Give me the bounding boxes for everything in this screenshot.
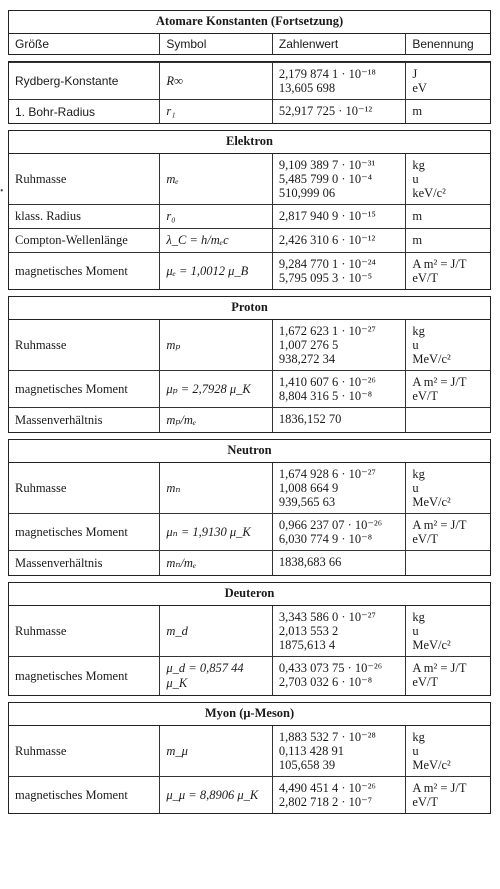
quantity-symbol: mₙ/mₑ [160, 551, 273, 575]
value-cell [273, 606, 406, 656]
unit-line: kg [412, 324, 425, 338]
header-block [8, 10, 491, 55]
section-0 [8, 61, 491, 124]
section-4 [8, 582, 491, 696]
unit-cell [406, 408, 490, 432]
table-row [9, 407, 490, 432]
quantity-name: magnetisches Moment [9, 777, 160, 813]
value-line: 5,795 095 3 · 10⁻⁵ [278, 271, 373, 285]
quantity-name: Ruhmasse [9, 606, 160, 656]
table-title: Atomare Konstanten (Fortsetzung) [9, 11, 490, 34]
unit-line: J [412, 67, 418, 81]
value-line: 2,179 874 1 · 10⁻¹⁸ [278, 67, 376, 81]
unit-cell [406, 463, 490, 513]
unit-line: A m² = J/T [412, 257, 467, 271]
unit-cell [406, 229, 490, 252]
quantity-symbol: μ_μ = 8,8906 μ_K [160, 777, 273, 813]
unit-line: eV/T [412, 795, 439, 809]
value-cell [273, 63, 406, 99]
value-line: 2,802 718 2 · 10⁻⁷ [278, 795, 373, 809]
quantity-symbol: λ_C = h/mₑc [160, 229, 273, 252]
unit-line: u [412, 338, 419, 352]
value-line: 8,804 316 5 · 10⁻⁸ [278, 389, 373, 403]
unit-cell [406, 514, 490, 550]
value-line: 1,007 276 5 [278, 338, 339, 352]
quantity-name: Ruhmasse [9, 320, 160, 370]
unit-line: MeV/c² [412, 495, 451, 509]
table-row [9, 776, 490, 813]
value-line: 0,966 237 07 · 10⁻²⁶ [278, 518, 383, 532]
quantity-symbol: m_d [160, 606, 273, 656]
quantity-name: magnetisches Moment [9, 253, 160, 289]
unit-cell [406, 154, 490, 204]
section-title: Elektron [9, 131, 490, 154]
unit-cell [406, 551, 490, 575]
unit-line: keV/c² [412, 186, 446, 200]
quantity-name: magnetisches Moment [9, 514, 160, 550]
value-cell [273, 253, 406, 289]
value-cell [273, 514, 406, 550]
value-line: 1838,683 66 [278, 555, 342, 569]
unit-line: m [412, 104, 423, 118]
value-line: 6,030 774 9 · 10⁻⁸ [278, 532, 373, 546]
quantity-name: Ruhmasse [9, 154, 160, 204]
quantity-symbol: μₑ = 1,0012 μ_B [160, 253, 273, 289]
unit-line: u [412, 744, 419, 758]
table-row [9, 463, 490, 513]
column-header-benennung: Benennung [412, 37, 474, 51]
table-row [9, 99, 490, 123]
unit-line: eV/T [412, 389, 439, 403]
quantity-name: magnetisches Moment [9, 657, 160, 695]
table-row [9, 606, 490, 656]
table-row [9, 726, 490, 776]
quantity-name: Ruhmasse [9, 463, 160, 513]
quantity-symbol: μ_d = 0,857 44 μ_K [160, 657, 273, 695]
quantity-symbol: m_μ [160, 726, 273, 776]
value-cell [273, 408, 406, 432]
unit-line: kg [412, 467, 425, 481]
section-title: Proton [9, 297, 490, 320]
unit-cell [406, 657, 490, 695]
value-cell [273, 726, 406, 776]
unit-line: MeV/c² [412, 638, 451, 652]
value-line: 938,272 34 [278, 352, 336, 366]
column-header-row [9, 34, 490, 54]
value-line: 2,013 553 2 [278, 624, 339, 638]
unit-cell [406, 777, 490, 813]
unit-line: m [412, 233, 423, 247]
value-line: 939,565 63 [278, 495, 336, 509]
unit-line: A m² = J/T [412, 781, 467, 795]
quantity-name: magnetisches Moment [9, 371, 160, 407]
unit-line: u [412, 624, 419, 638]
quantity-symbol: mₚ/mₑ [160, 408, 273, 432]
constants-table [8, 10, 491, 820]
value-cell [273, 657, 406, 695]
table-row [9, 656, 490, 695]
value-line: 4,490 451 4 · 10⁻²⁶ [278, 781, 376, 795]
quantity-name: Compton-Wellenlänge [9, 229, 160, 252]
section-title: Neutron [9, 440, 490, 463]
quantity-name: Massenverhältnis [9, 551, 160, 575]
unit-line: kg [412, 610, 425, 624]
table-row [9, 204, 490, 228]
unit-line: u [412, 481, 419, 495]
quantity-symbol: μₙ = 1,9130 μ_K [160, 514, 273, 550]
section-2 [8, 296, 491, 433]
unit-line: u [412, 172, 419, 186]
margin-mark: • [0, 186, 4, 197]
table-row [9, 513, 490, 550]
table-row [9, 320, 490, 370]
value-line: 1,674 928 6 · 10⁻²⁷ [278, 467, 376, 481]
quantity-name: 1. Bohr-Radius [9, 100, 160, 123]
unit-cell [406, 371, 490, 407]
value-line: 1875,613 4 [278, 638, 336, 652]
quantity-name: klass. Radius [9, 205, 160, 228]
value-cell [273, 463, 406, 513]
value-line: 0,433 073 75 · 10⁻²⁶ [278, 661, 383, 675]
value-line: 2,817 940 9 · 10⁻¹⁵ [278, 209, 376, 223]
unit-line: eV/T [412, 271, 439, 285]
quantity-name: Rydberg-Konstante [9, 63, 160, 99]
unit-cell [406, 205, 490, 228]
value-cell [273, 320, 406, 370]
value-line: 13,605 698 [278, 81, 336, 95]
unit-line: eV [412, 81, 427, 95]
value-line: 2,703 032 6 · 10⁻⁸ [278, 675, 373, 689]
unit-line: A m² = J/T [412, 375, 467, 389]
value-cell [273, 154, 406, 204]
value-line: 105,658 39 [278, 758, 336, 772]
unit-cell [406, 100, 490, 123]
value-cell [273, 229, 406, 252]
quantity-symbol: r₁ [160, 100, 273, 123]
value-line: 9,109 389 7 · 10⁻³¹ [278, 158, 376, 172]
unit-cell [406, 320, 490, 370]
unit-line: eV/T [412, 675, 439, 689]
section-title: Myon (μ-Meson) [9, 703, 490, 726]
unit-line: kg [412, 730, 425, 744]
value-line: 1,883 532 7 · 10⁻²⁸ [278, 730, 376, 744]
table-row [9, 62, 490, 99]
unit-line: MeV/c² [412, 758, 451, 772]
value-line: 1836,152 70 [278, 412, 342, 426]
column-header-groesse: Größe [9, 34, 160, 54]
table-row [9, 228, 490, 252]
value-line: 3,343 586 0 · 10⁻²⁷ [278, 610, 376, 624]
unit-line: m [412, 209, 423, 223]
quantity-symbol: mₑ [160, 154, 273, 204]
section-title: Deuteron [9, 583, 490, 606]
unit-cell [406, 63, 490, 99]
unit-cell [406, 606, 490, 656]
value-cell [273, 100, 406, 123]
section-5 [8, 702, 491, 814]
quantity-symbol: mₚ [160, 320, 273, 370]
value-line: 52,917 725 · 10⁻¹² [278, 104, 373, 118]
quantity-symbol: r₀ [160, 205, 273, 228]
table-row [9, 154, 490, 204]
value-cell [273, 205, 406, 228]
unit-cell [406, 726, 490, 776]
value-line: 0,113 428 91 [278, 744, 345, 758]
quantity-symbol: μₚ = 2,7928 μ_K [160, 371, 273, 407]
unit-line: MeV/c² [412, 352, 451, 366]
value-line: 2,426 310 6 · 10⁻¹² [278, 233, 376, 247]
unit-cell [406, 253, 490, 289]
value-cell [273, 371, 406, 407]
value-line: 5,485 799 0 · 10⁻⁴ [278, 172, 373, 186]
table-row [9, 370, 490, 407]
quantity-name: Massenverhältnis [9, 408, 160, 432]
value-line: 510,999 06 [278, 186, 336, 200]
quantity-symbol: R∞ [160, 63, 273, 99]
unit-line: eV/T [412, 532, 439, 546]
value-cell [273, 777, 406, 813]
value-line: 9,284 770 1 · 10⁻²⁴ [278, 257, 376, 271]
table-row [9, 550, 490, 575]
value-line: 1,410 607 6 · 10⁻²⁶ [278, 375, 376, 389]
value-cell [273, 551, 406, 575]
quantity-symbol: mₙ [160, 463, 273, 513]
section-3 [8, 439, 491, 576]
table-row [9, 252, 490, 289]
column-header-zahlenwert: Zahlenwert [273, 34, 406, 54]
value-line: 1,008 664 9 [278, 481, 339, 495]
column-header-symbol: Symbol [160, 34, 273, 54]
unit-line: kg [412, 158, 425, 172]
unit-line: A m² = J/T [412, 518, 467, 532]
quantity-name: Ruhmasse [9, 726, 160, 776]
section-1 [8, 130, 491, 290]
unit-line: A m² = J/T [412, 661, 467, 675]
sections-container [8, 61, 491, 814]
value-line: 1,672 623 1 · 10⁻²⁷ [278, 324, 376, 338]
